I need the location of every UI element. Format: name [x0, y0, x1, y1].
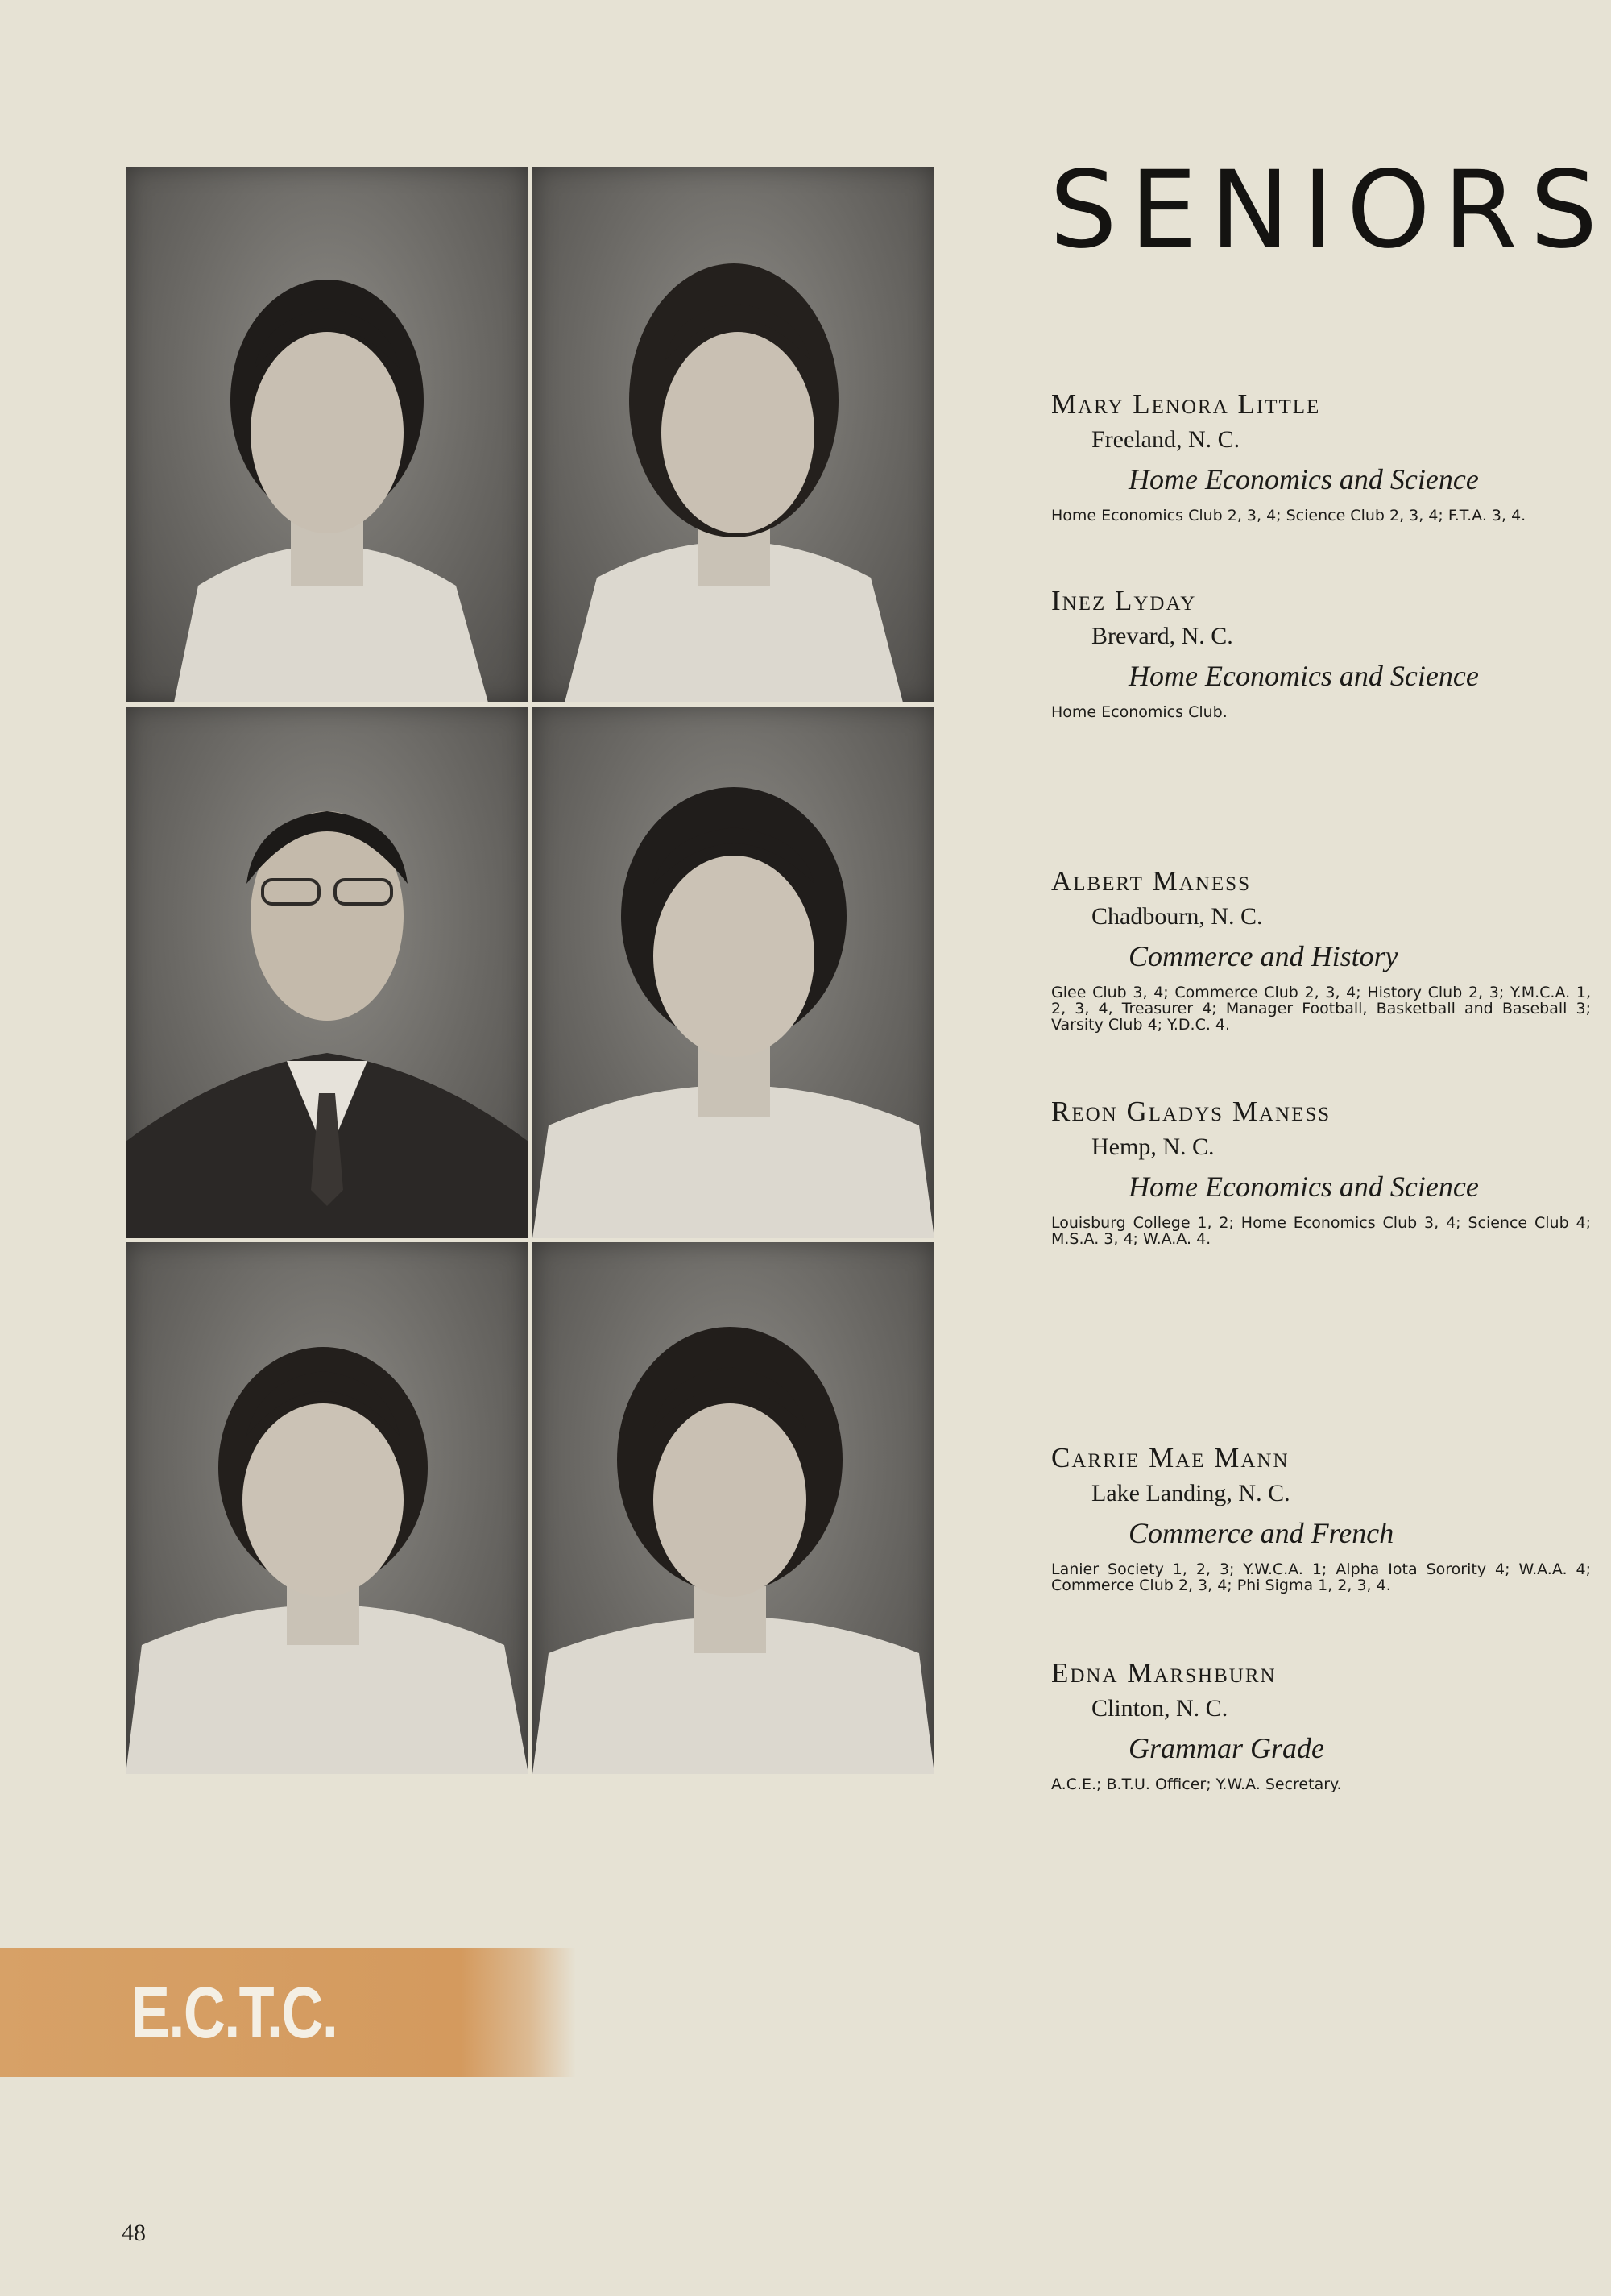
senior-hometown: Clinton, N. C. [1091, 1695, 1228, 1722]
senior-name: Albert Maness [1051, 865, 1251, 897]
senior-hometown: Chadbourn, N. C. [1091, 903, 1263, 930]
senior-major: Grammar Grade [1129, 1732, 1324, 1765]
senior-hometown: Lake Landing, N. C. [1091, 1480, 1290, 1507]
senior-name: Reon Gladys Maness [1051, 1096, 1331, 1127]
senior-name: Mary Lenora Little [1051, 388, 1321, 420]
senior-hometown: Brevard, N. C. [1091, 623, 1233, 650]
senior-activities: Home Economics Club 2, 3, 4; Science Club 2, 3, 4; F.T.A. 3, 4. [1051, 507, 1526, 525]
senior-name: Inez Lyday [1051, 585, 1197, 616]
senior-entry [1051, 1096, 1591, 1248]
school-banner [0, 1948, 576, 2077]
senior-major: Commerce and French [1129, 1517, 1394, 1550]
senior-entry [1051, 865, 1591, 1034]
banner-text: E.C.T.C. [131, 1973, 338, 2054]
page-title: SENIORS [1050, 148, 1611, 272]
senior-major: Home Economics and Science [1129, 463, 1479, 496]
senior-activities: Louisburg College 1, 2; Home Economics Club 3, 4; Science Club 4; M.S.A. 3, 4; W.A.A. 4. [1051, 1214, 1591, 1249]
senior-activities: Lanier Society 1, 2, 3; Y.W.C.A. 1; Alpha Iota Sorority 4; W.A.A. 4; Commerce Club 2, 3, 4; Phi Sigma 1, 2, 3, 4. [1051, 1560, 1591, 1595]
senior-entry [1051, 1442, 1591, 1594]
portrait-photo [532, 707, 934, 1238]
senior-hometown: Freeland, N. C. [1091, 426, 1240, 454]
senior-activities: A.C.E.; B.T.U. Officer; Y.W.A. Secretary. [1051, 1776, 1342, 1794]
portrait-photo [532, 1242, 934, 1774]
senior-major: Home Economics and Science [1129, 660, 1479, 693]
senior-activities: Home Economics Club. [1051, 703, 1228, 722]
portrait-photo [126, 1242, 528, 1774]
senior-hometown: Hemp, N. C. [1091, 1133, 1215, 1161]
senior-name: Carrie Mae Mann [1051, 1442, 1290, 1473]
page-number: 48 [122, 2219, 146, 2246]
senior-entry [1051, 1657, 1591, 1793]
portrait-photo [532, 167, 934, 702]
senior-major: Commerce and History [1129, 940, 1398, 973]
portrait-photo [126, 707, 528, 1238]
senior-entry [1051, 585, 1591, 721]
senior-activities: Glee Club 3, 4; Commerce Club 2, 3, 4; History Club 2, 3; Y.M.C.A. 1, 2, 3, 4, Treasurer 4; Manager Football, Basketball and Baseball 3; Varsity Club 4; Y.D.C. 4. [1051, 984, 1591, 1034]
senior-major: Home Economics and Science [1129, 1171, 1479, 1204]
senior-entry [1051, 388, 1591, 524]
senior-name: Edna Marshburn [1051, 1657, 1277, 1689]
portrait-photo [126, 167, 528, 702]
